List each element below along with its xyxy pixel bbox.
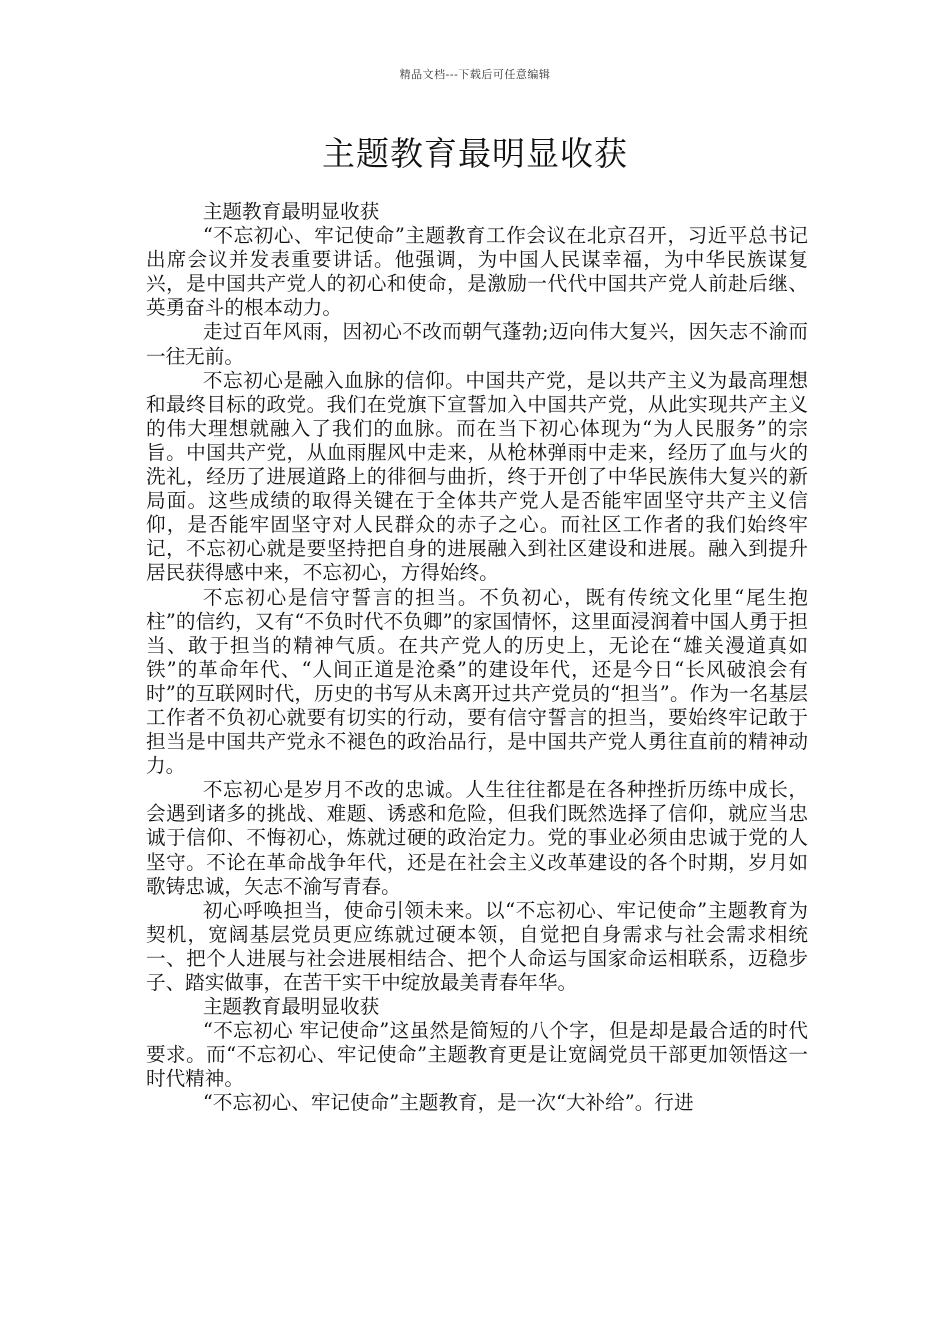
paragraph: 不忘初心是融入血脉的信仰。中国共产党，是以共产主义为最高理想和最终目标的政党。我们在党旗下宣誓加入中国共产党，从此实现共产主义的伟大理想就融入了我们的血脉。而在当下初心体现为“为人民服务”的宗旨。中国共产党，从血雨腥风中走来，从枪林弹雨中走来，经历了血与火的洗礼，经历了进展道路上的徘徊与曲折，终于开创了中华民族伟大复兴的新局面。这些成绩的取得关键在于全体共产党人是否能牢固坚守共产主义信仰，是否能牢固坚守对人民群众的赤子之心。而社区工作者的我们始终牢记，不忘初心就是要坚持把自身的进展融入到社区建设和进展。融入到提升居民获得感中来，不忘初心，方得始终。	[146, 368, 808, 585]
document-title: 主题教育最明显收获	[322, 134, 628, 173]
paragraph: 初心呼唤担当，使命引领未来。以“不忘初心、牢记使命”主题教育为契机，宽阔基层党员更应练就过硬本领，自觉把自身需求与社会需求相统一、把个人进展与社会进展相结合、把个人命运与国家命运相联系，迈稳步子、踏实做事，在苦干实干中绽放最美青春年华。	[146, 898, 808, 994]
header-note: 精品文档---下载后可任意编辑	[399, 68, 551, 81]
subheading: 主题教育最明显收获	[202, 995, 380, 1019]
document-body	[146, 200, 808, 1116]
paragraph: 走过百年风雨，因初心不改而朝气蓬勃;迈向伟大复兴，因矢志不渝而一往无前。	[146, 320, 808, 368]
paragraph: 不忘初心是岁月不改的忠诚。人生往往都是在各种挫折历练中成长，会遇到诸多的挑战、难题、诱惑和危险，但我们既然选择了信仰，就应当忠诚于信仰、不悔初心，炼就过硬的政治定力。党的事业必须由忠诚于党的人坚守。不论在革命战争年代，还是在社会主义改革建设的各个时期，岁月如歌铸忠诚，矢志不渝写青春。	[146, 778, 808, 898]
paragraph: “不忘初心、牢记使命”主题教育工作会议在北京召开，习近平总书记出席会议并发表重要讲话。他强调，为中国人民谋幸福，为中华民族谋复兴，是中国共产党人的初心和使命，是激励一代代中国共产党人前赴后继、英勇奋斗的根本动力。	[146, 224, 808, 320]
paragraph: “不忘初心 牢记使命”这虽然是简短的八个字，但是却是最合适的时代要求。而“不忘初心、牢记使命”主题教育更是让宽阔党员干部更加领悟这一时代精神。	[146, 1019, 808, 1091]
paragraph: “不忘初心、牢记使命”主题教育，是一次“大补给”。行进	[202, 1091, 694, 1115]
subheading: 主题教育最明显收获	[202, 200, 380, 223]
paragraph: 不忘初心是信守誓言的担当。不负初心，既有传统文化里“尾生抱柱”的信约，又有“不负时代不负卿”的家国情怀，这里面浸润着中国人勇于担当、敢于担当的精神气质。在共产党人的历史上，无论在“雄关漫道真如铁”的革命年代、“人间正道是沧桑”的建设年代，还是今日“长风破浪会有时”的互联网时代，历史的书写从未离开过共产党员的“担当”。作为一名基层工作者不负初心就要有切实的行动，要有信守誓言的担当，要始终牢记敢于担当是中国共产党永不褪色的政治品行，是中国共产党人勇往直前的精神动力。	[146, 585, 808, 778]
